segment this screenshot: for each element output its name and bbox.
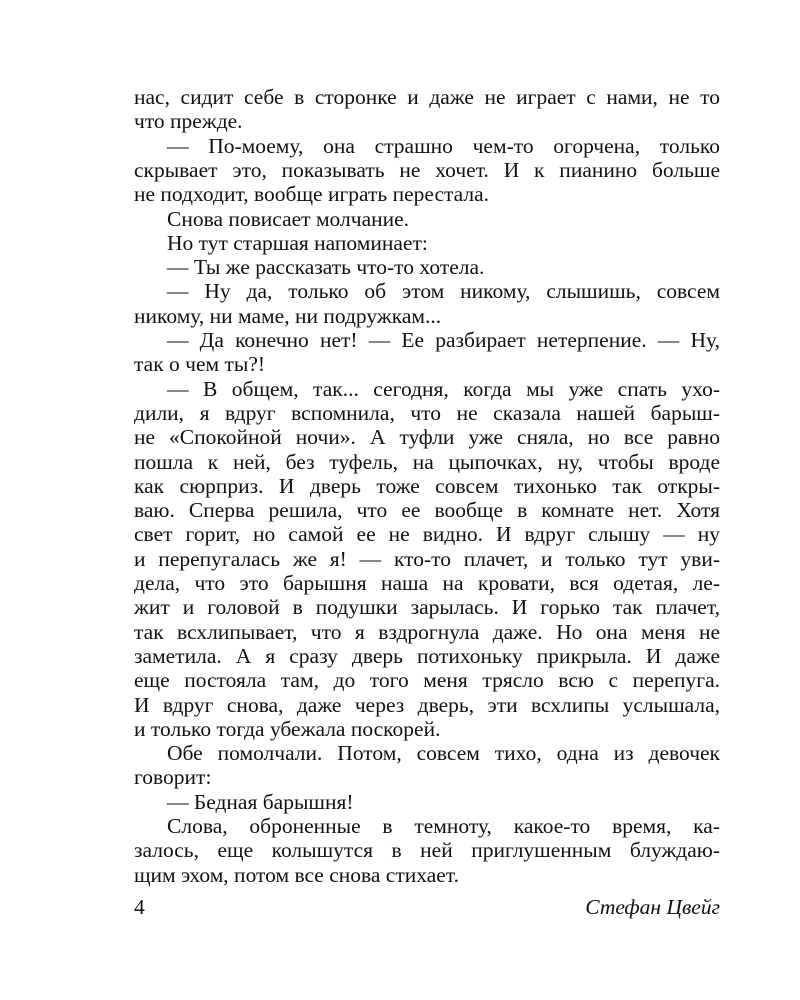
text-line: ваю. Сперва решила, что ее вообще в комнате нет. Хотя (134, 498, 720, 523)
text-line: дили, я вдруг вспомнила, что не сказала нашей барыш- (134, 400, 720, 425)
text-line: — В общем, так... сегодня, когда мы уже спать ухо- (167, 376, 720, 401)
text-line: и только тогда убежала поскорей. (134, 716, 441, 741)
text-line: никому, ни маме, ни подружкам... (134, 303, 442, 328)
text-line: нас, сидит себе в сторонке и даже не играет с нами, не то (134, 85, 720, 109)
text-line: свет горит, но самой ее не видно. И вдруг слышу — ну (134, 522, 720, 547)
text-line: Но тут старшая напоминает: (167, 230, 428, 255)
text-line: — Бедная барышня! (167, 789, 354, 814)
text-line: дела, что это барышня наша на кровати, вся одетая, ле- (134, 571, 720, 595)
text-line: — По-моему, она страшно чем-то огорчена, только (167, 133, 720, 158)
text-line: — Ну да, только об этом никому, слышишь, совсем (167, 279, 720, 304)
text-line: щим эхом, потом все снова стихает. (134, 862, 459, 887)
text-line: как сюрприз. И дверь тоже совсем тихонько так откры- (134, 473, 720, 498)
text-line: говорит: (134, 765, 212, 790)
text-line: не «Спокойной ночи». А туфли уже сняла, но все равно (134, 425, 720, 450)
text-line: так о чем ты?! (134, 352, 266, 377)
text-line: что прежде. (134, 109, 243, 134)
text-line: — Да конечно нет! — Ее разбирает нетерпение. — Ну, (167, 328, 720, 352)
running-footer-author: Стефан Цвейг (585, 895, 720, 919)
text-line: — Ты же рассказать что-то хотела. (167, 255, 485, 280)
text-line: так всхлипывает, что я вздрогнула даже. Но она меня не (134, 619, 720, 644)
text-line: залось, еще колышутся в ней приглушенным блуждаю- (134, 838, 720, 863)
text-line: Обе помолчали. Потом, совсем тихо, одна из девочек (167, 741, 720, 766)
text-line: И вдруг снова, даже через дверь, эти всхлипы услышала, (134, 692, 720, 717)
text-line: и перепугалась же я! — кто-то плачет, и только тут уви- (134, 546, 720, 571)
text-line: не подходит, вообще играть перестала. (134, 182, 490, 207)
text-line: еще постояла там, до того меня трясло всю с перепуга. (134, 668, 720, 693)
text-line: Снова повисает молчание. (167, 206, 410, 231)
text-line: заметила. А я сразу дверь потихоньку прикрыла. И даже (134, 643, 720, 668)
text-line: скрывает это, показывать не хочет. И к пианино больше (134, 157, 720, 182)
text-line: жит и головой в подушки зарылась. И горько так плачет, (134, 595, 720, 620)
text-line: Слова, оброненные в темноту, какое-то время, ка- (167, 814, 720, 838)
page-number: 4 (134, 895, 145, 919)
text-line: пошла к ней, без туфель, на цыпочках, ну, чтобы вроде (134, 449, 720, 474)
